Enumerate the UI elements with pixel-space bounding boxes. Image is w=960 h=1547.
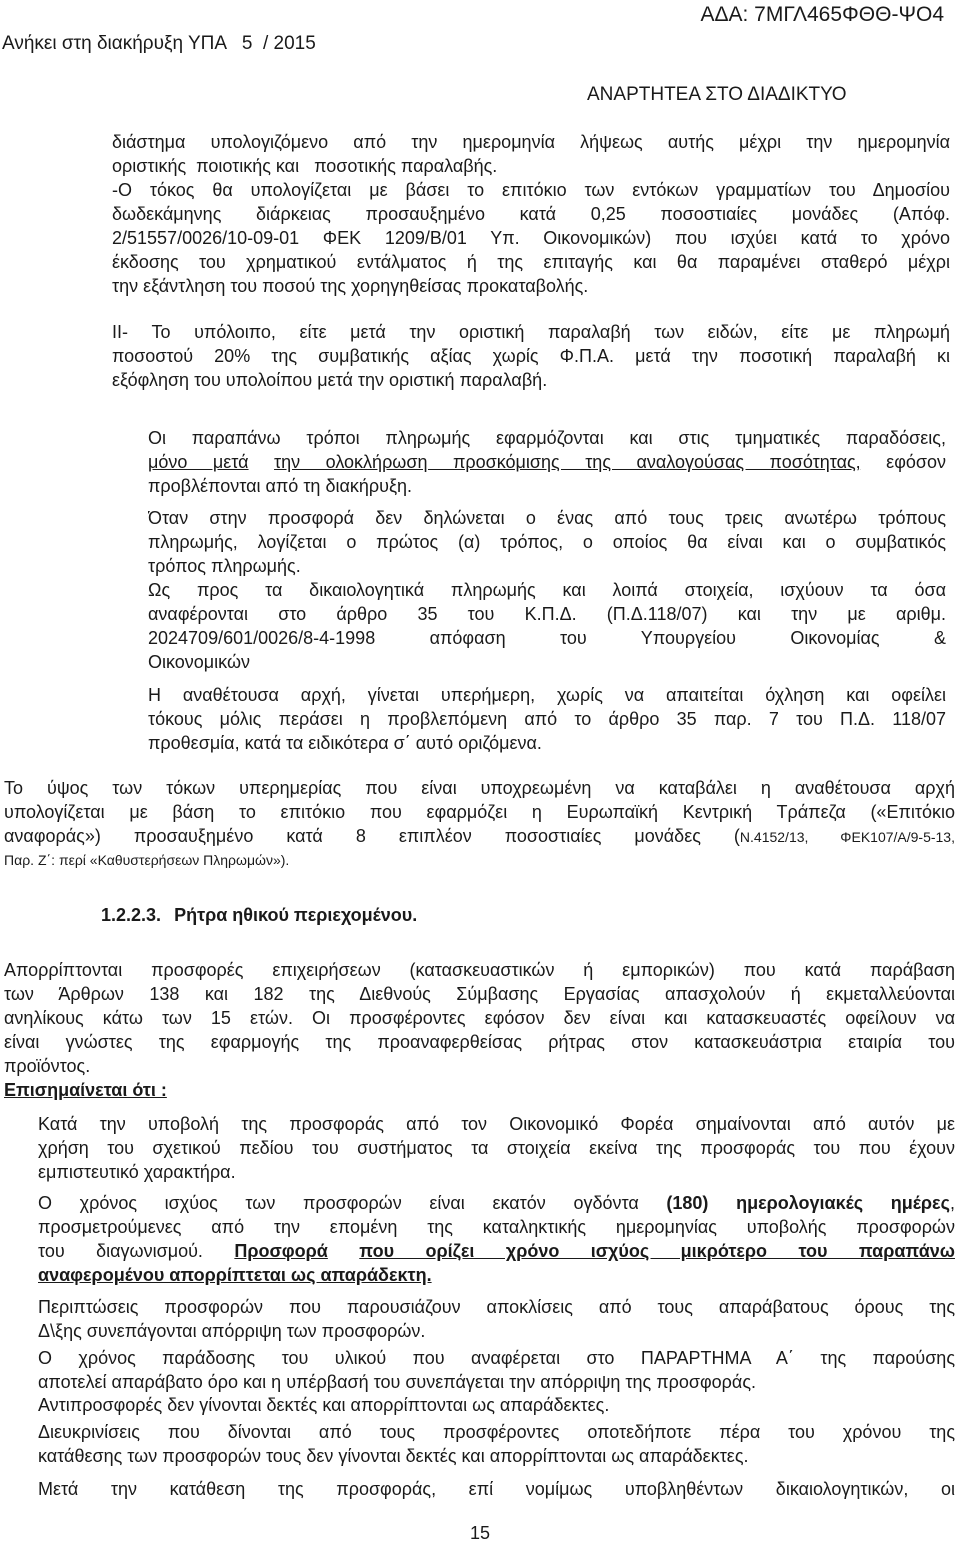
- text-line: ποσοστού 20% της συμβατικής αξίας χωρίς Φ.Π.Α. μετά την ποσοτική παραλαβή κι: [112, 346, 950, 366]
- law-reference: Ν.4152/13, ΦΕΚ107/Α/9-5-13,: [739, 829, 955, 845]
- text-line: Οι παραπάνω τρόποι πληρωμής εφαρμόζονται και στις τμηματικές παραδόσεις,: [148, 428, 946, 448]
- text-line: Η αναθέτουσα αρχή, γίνεται υπερήμερη, χωρίς να απαιτείται όχληση και οφείλει: [148, 685, 946, 705]
- section-heading: [101, 903, 417, 927]
- text-line: [38, 1239, 955, 1263]
- text-span: ,: [949, 1193, 955, 1213]
- advance-payment-interest-paragraph: [112, 130, 950, 298]
- text-span: Ο χρόνος ισχύος των προσφορών είναι εκατόν ογδόντα: [38, 1193, 639, 1213]
- default-payment-method-paragraph: [148, 506, 946, 578]
- text-line: υπολογίζεται με βάση το επιτόκιο που εφαρμόζει η Ευρωπαϊκή Κεντρική Τράπεζα («Επιτόκιο: [4, 802, 955, 822]
- late-payment-paragraph: [148, 683, 946, 755]
- bold-underlined-phrase: Προσφορά: [234, 1241, 328, 1261]
- text-line: κατάθεσης των προσφορών τους δεν γίνονται δεκτές και απορρίπτονται ως απαράδεκτες.: [38, 1446, 749, 1466]
- text-line: Απορρίπτονται προσφορές επιχειρήσεων (κατασκευαστικών ή εμπορικών) που κατά παράβαση: [4, 960, 955, 980]
- text-line: προβλέπονται από τη διακήρυξη.: [148, 476, 413, 496]
- remaining-payment-paragraph: [112, 320, 950, 392]
- text-line: δωδεκάμηνης διάρκειας προσαυξημένο κατά 0,25 ποσοστιαίες μονάδες (Απόφ.: [112, 204, 950, 224]
- clarifications-note: [38, 1420, 955, 1468]
- text-line: 2/51557/0026/10-09-01 ΦΕΚ 1209/Β/01 Υπ. Οικονομικών) που ισχύει κατά το χρόνο: [112, 228, 950, 248]
- text-line: Δ\ξης συνεπάγονται απόρριψη των προσφορών.: [38, 1321, 426, 1341]
- text-line: [148, 450, 946, 474]
- text-line: πληρωμής, λογίζεται ο πρώτος (α) τρόπος, ο οποίος θα είναι και ο συμβατικός: [148, 532, 946, 552]
- underlined-phrase: την ολοκλήρωση προσκόμισης της αναλογούσας ποσότητας,: [274, 452, 861, 472]
- text-line: οριστικής ποιοτικής και ποσοτικής παραλαβής.: [112, 156, 498, 176]
- payment-documents-paragraph: [148, 578, 946, 674]
- text-line: τόκους μόλις περάσει η προβλεπόμενη από το άρθρο 35 παρ. 7 του Π.Δ. 118/07: [148, 709, 946, 729]
- text-span: του διαγωνισμού.: [38, 1241, 203, 1261]
- text-line: Το ύψος των τόκων υπερημερίας που είναι υποχρεωμένη να καταβάλει η αναθέτουσα αρχή: [4, 778, 955, 798]
- text-span: εφόσον: [886, 452, 946, 472]
- delivery-time-note: [38, 1346, 955, 1394]
- text-line: αποτελεί απαράβατο όρο και η υπέρβασή του συνεπάγεται την απόρριψη της προσφοράς.: [38, 1372, 757, 1392]
- text-line: Ως προς τα δικαιολογητικά πληρωμής και λοιπά στοιχεία, ισχύουν τα όσα: [148, 580, 946, 600]
- counter-offers-note: [38, 1393, 955, 1417]
- text-line: Όταν στην προσφορά δεν δηλώνεται ο ένας από τους τρεις ανωτέρω τρόπους: [148, 508, 946, 528]
- text-line: προθεσμία, κατά τα ειδικότερα σ΄ αυτό οριζόμενα.: [148, 733, 542, 753]
- text-line: προϊόντος.: [4, 1056, 91, 1076]
- text-line: II- Το υπόλοιπο, είτε μετά την οριστική παραλαβή των ειδών, είτε με πληρωμή: [112, 322, 950, 342]
- text-line: 2024709/601/0026/8-4-1998 απόφαση του Υπουργείου Οικονομίας &: [148, 628, 946, 648]
- offer-validity-note: [38, 1191, 955, 1287]
- text-line: είναι γνώστες της εφαρμογής της προαναφερθείσας ρήτρας στον κατασκευάστρια εταιρία του: [4, 1032, 955, 1052]
- section-number: 1.2.2.3.: [101, 905, 162, 925]
- ethical-clause-paragraph: [4, 958, 955, 1078]
- text-line: -Ο τόκος θα υπολογίζεται με βάσει το επιτόκιο των εντόκων γραμματίων του Δημοσίου: [112, 180, 950, 200]
- text-line: εμπιστευτικό χαρακτήρα.: [38, 1162, 236, 1182]
- text-line: έκδοσης του χρηματικού εντάλματος ή της επιταγής και θα παραμένει σταθερό μέχρι: [112, 252, 950, 272]
- text-line: [38, 1191, 955, 1215]
- text-line: αναφέρονται στο άρθρο 35 του Κ.Π.Δ. (Π.Δ.118/07) και την με αριθμ.: [148, 604, 946, 624]
- text-line: των Άρθρων 138 και 182 της Διεθνούς Σύμβασης Εργασίας απασχολούν ή εκμεταλλεύονται: [4, 984, 955, 1004]
- tender-reference: Ανήκει στη διακήρυξη ΥΠΑ 5 / 2015: [2, 33, 316, 54]
- confidential-data-note: [38, 1112, 955, 1184]
- text-line: χρήση του σχετικού πεδίου του συστήματος τα στοιχεία εκείνα της προσφοράς του που έχουν: [38, 1138, 955, 1158]
- text-line: Διευκρινίσεις που δίνονται από τους προσφέροντες οποτεδήποτε πέρα του χρόνου της: [38, 1422, 955, 1442]
- bold-underlined-phrase: που ορίζει χρόνο ισχύος μικρότερο του παραπάνω: [359, 1241, 955, 1261]
- posting-notice: ΑΝΑΡΤΗΤΕΑ ΣΤΟ ΔΙΑΔΙΚΤΥΟ: [587, 84, 847, 105]
- text-line: Ο χρόνος παράδοσης του υλικού που αναφέρεται στο ΠΑΡΑΡΤΗΜΑ Α΄ της παρούσης: [38, 1348, 955, 1368]
- text-line: τρόπος πληρωμής.: [148, 556, 301, 576]
- text-line: Παρ. Ζ΄: περί «Καθυστερήσεων Πληρωμών»).: [4, 852, 290, 868]
- partial-deliveries-paragraph: [148, 426, 946, 498]
- text-line: Αντιπροσφορές δεν γίνονται δεκτές και απορρίπτονται ως απαράδεκτες.: [38, 1395, 610, 1415]
- text-line: αναφερομένου απορρίπτεται ως απαράδεκτη.: [38, 1265, 432, 1285]
- text-line: διάστημα υπολογιζόμενο από την ημερομηνία λήψεως αυτής μέχρι την ημερομηνία: [112, 132, 950, 152]
- page-number: 15: [470, 1523, 491, 1543]
- deviations-note: [38, 1295, 955, 1343]
- text-line: προσμετρούμενες από την επομένη της καταληκτικής ημερομηνίας υποβολής προσφορών: [38, 1217, 955, 1237]
- text-line: [4, 824, 955, 848]
- text-line: εξόφληση του υπολοίπου μετά την οριστική παραλαβή.: [112, 370, 548, 390]
- text-line: Μετά την κατάθεση της προσφοράς, επί νομίμως υποβληθέντων δικαιολογητικών, οι: [38, 1479, 955, 1499]
- ada-code: ΑΔΑ: 7ΜΓΛ465ΦΘΘ-ΨΟ4: [700, 3, 944, 26]
- after-submission-note: [38, 1477, 955, 1501]
- text-line: ανηλίκους κάτω των 15 ετών. Οι προσφέροντες εφόσον δεν είναι και κατασκευαστές οφείλουν να: [4, 1008, 955, 1028]
- late-interest-rate-paragraph: [4, 776, 955, 872]
- text-line: Περιπτώσεις προσφορών που παρουσιάζουν αποκλίσεις από τους απαράβατους όρους της: [38, 1297, 955, 1317]
- text-line: Κατά την υποβολή της προσφοράς από τον Οικονομικό Φορέα σημαίνονται από αυτόν με: [38, 1114, 955, 1134]
- validity-days: (180) ημερολογιακές ημέρες: [666, 1193, 950, 1213]
- underlined-phrase: μόνο μετά: [148, 452, 249, 472]
- text-span: αναφοράς») προσαυξημένο κατά 8 επιπλέον ποσοστιαίες μονάδες (: [4, 826, 740, 846]
- notice-heading: Επισημαίνεται ότι :: [4, 1080, 167, 1100]
- text-line: την εξάντληση του ποσού της χορηγηθείσας προκαταβολής.: [112, 276, 589, 296]
- text-line: Οικονομικών: [148, 652, 251, 672]
- section-title: Ρήτρα ηθικού περιεχομένου.: [174, 905, 418, 925]
